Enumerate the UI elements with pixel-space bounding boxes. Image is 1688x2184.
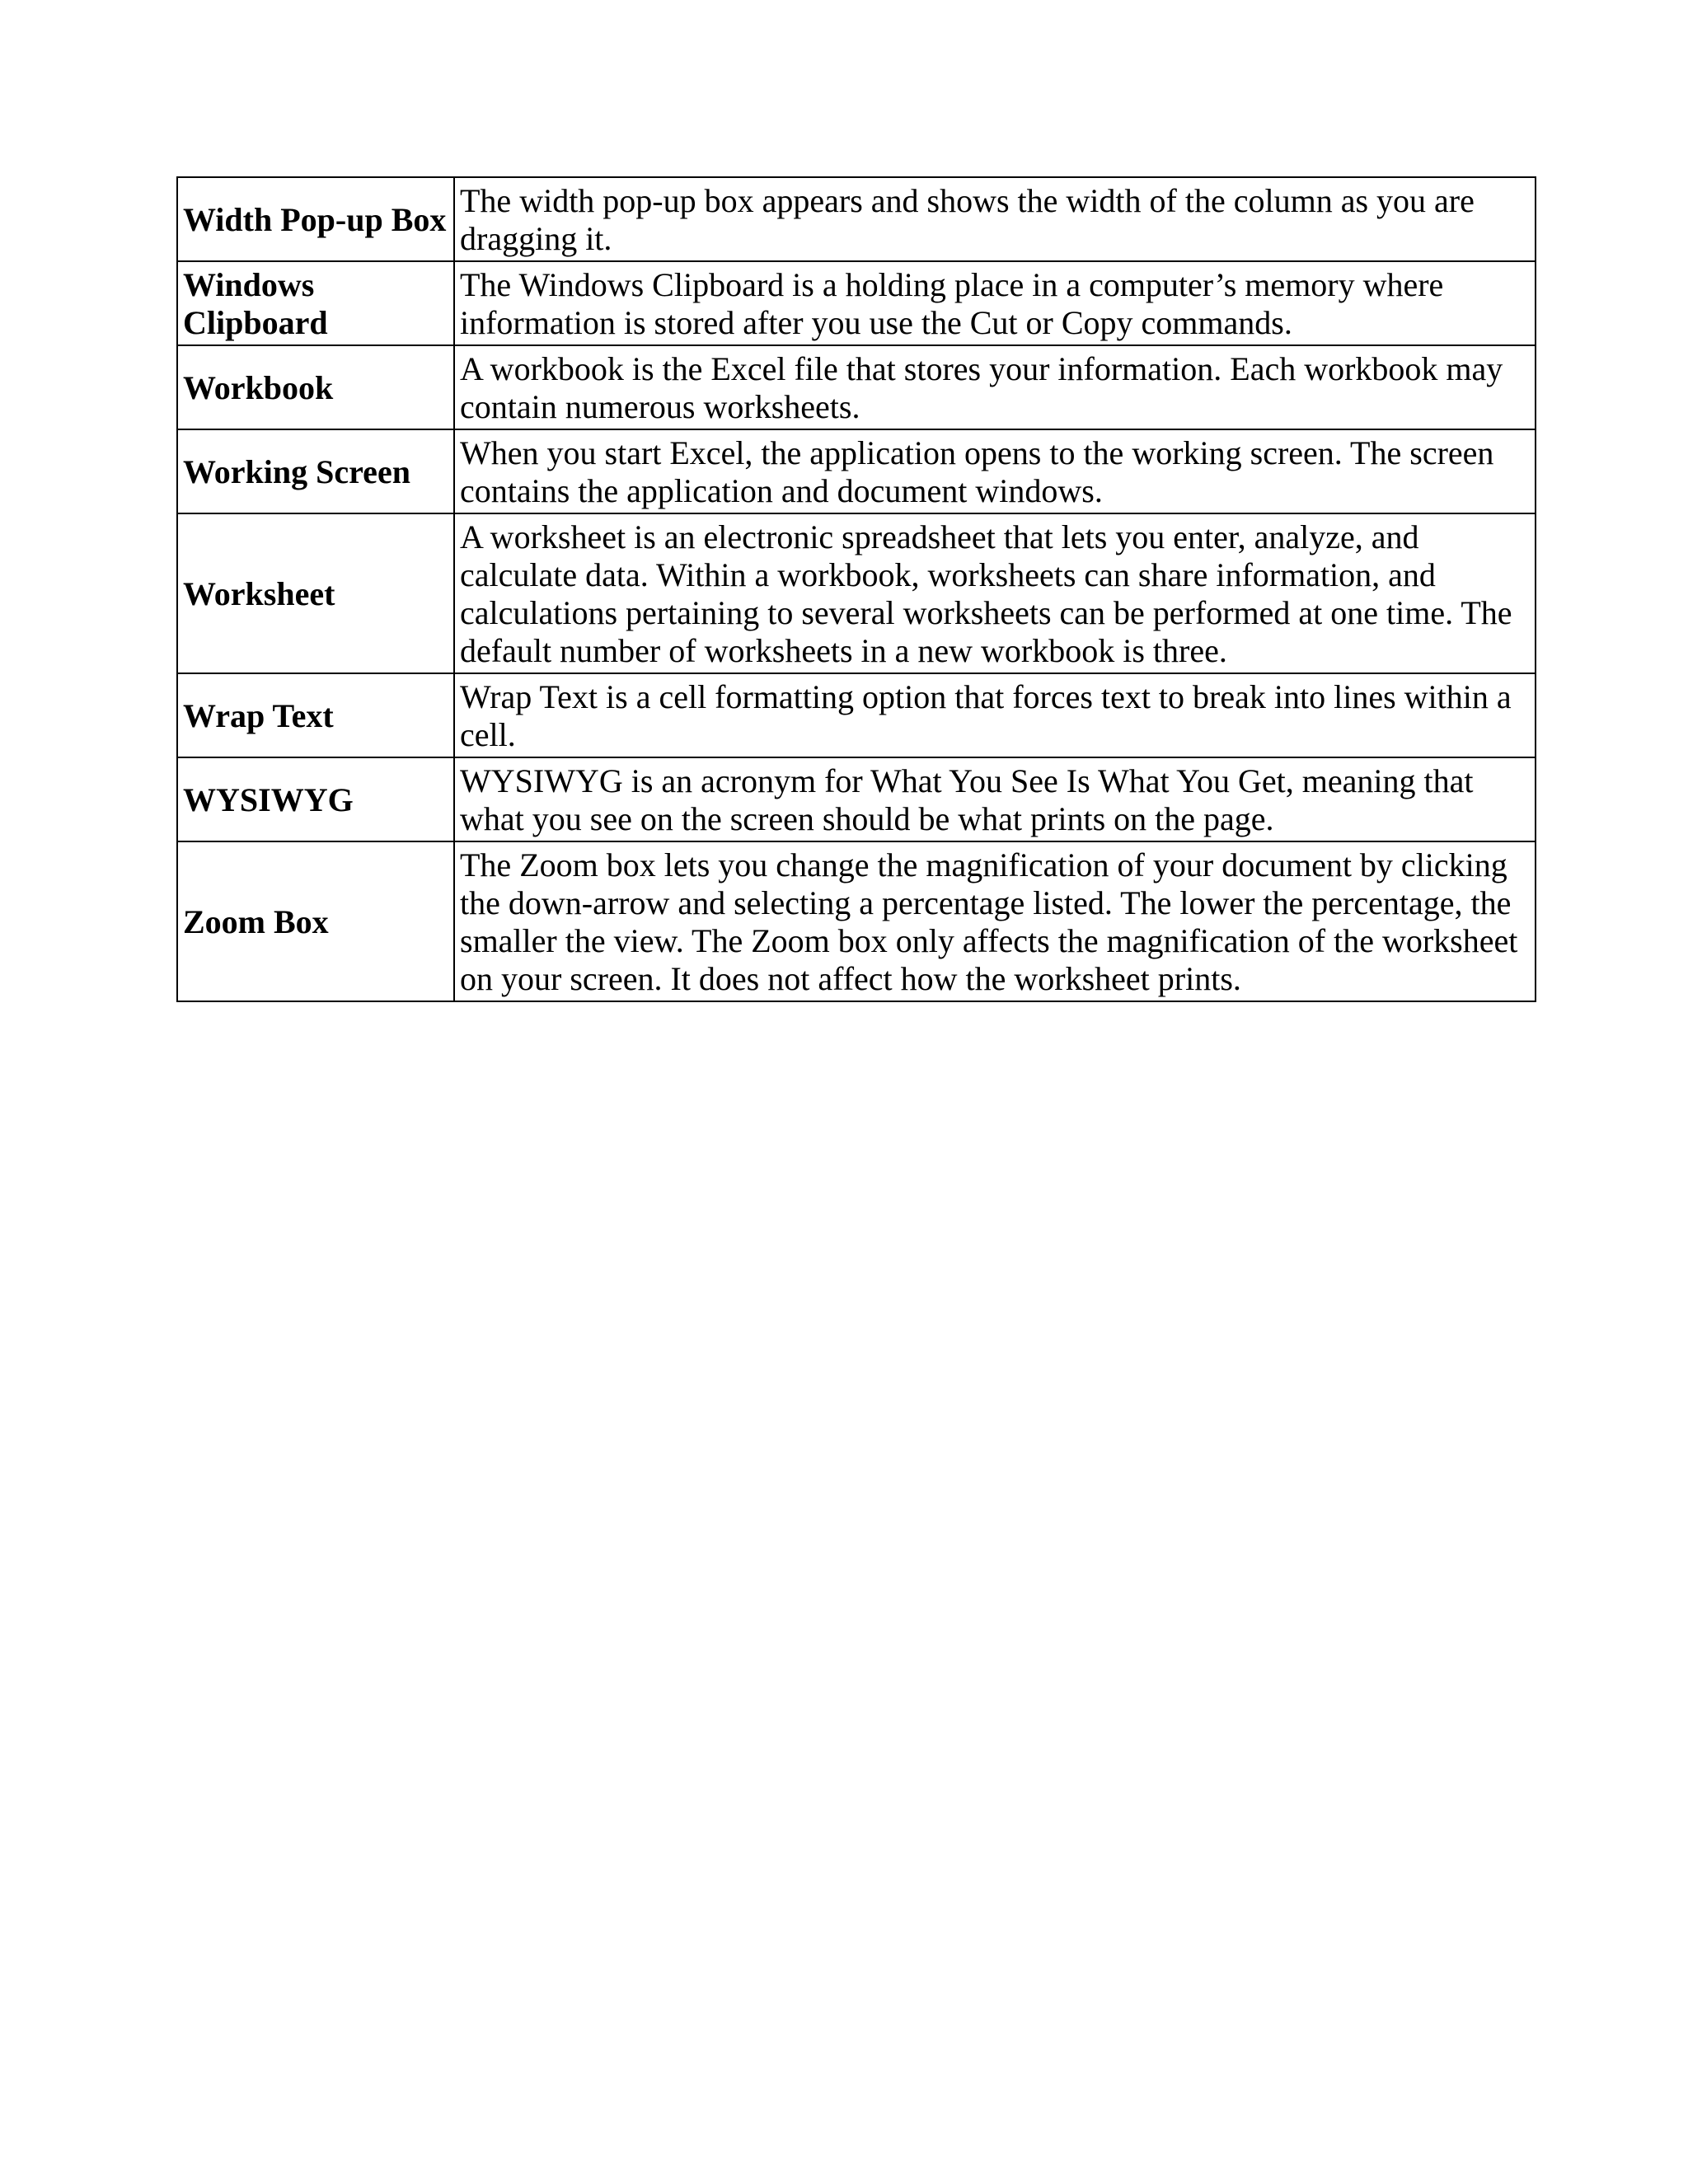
term-cell: Worksheet bbox=[177, 513, 454, 673]
definition-cell: The Windows Clipboard is a holding place in a computer’s memory where information is stored after you use the Cut or Copy commands. bbox=[454, 261, 1536, 345]
glossary-row bbox=[177, 345, 1536, 429]
definition-cell: When you start Excel, the application opens to the working screen. The screen contains the application and document windows. bbox=[454, 429, 1536, 513]
term-cell: Wrap Text bbox=[177, 673, 454, 757]
definition-cell: A worksheet is an electronic spreadsheet that lets you enter, analyze, and calculate data. Within a workbook, worksheets can share information, and calculations pertaining to several worksheets can be performed at one time. The default number of worksheets in a new workbook is three. bbox=[454, 513, 1536, 673]
definition-cell: WYSIWYG is an acronym for What You See Is What You Get, meaning that what you see on the screen should be what prints on the page. bbox=[454, 757, 1536, 841]
definition-cell: A workbook is the Excel file that stores your information. Each workbook may contain numerous worksheets. bbox=[454, 345, 1536, 429]
glossary-row bbox=[177, 429, 1536, 513]
glossary-row bbox=[177, 673, 1536, 757]
glossary-row bbox=[177, 261, 1536, 345]
glossary-table bbox=[176, 176, 1536, 1002]
term-cell: Working Screen bbox=[177, 429, 454, 513]
term-cell: Windows Clipboard bbox=[177, 261, 454, 345]
term-cell: WYSIWYG bbox=[177, 757, 454, 841]
definition-cell: The Zoom box lets you change the magnification of your document by clicking the down-arrow and selecting a percentage listed. The lower the percentage, the smaller the view. The Zoom box only affects the magnification of the worksheet on your screen. It does not affect how the worksheet prints. bbox=[454, 841, 1536, 1001]
glossary-row bbox=[177, 513, 1536, 673]
term-cell: Zoom Box bbox=[177, 841, 454, 1001]
glossary-row bbox=[177, 177, 1536, 261]
definition-cell: Wrap Text is a cell formatting option that forces text to break into lines within a cell. bbox=[454, 673, 1536, 757]
glossary-row bbox=[177, 841, 1536, 1001]
glossary-row bbox=[177, 757, 1536, 841]
term-cell: Workbook bbox=[177, 345, 454, 429]
term-cell: Width Pop-up Box bbox=[177, 177, 454, 261]
definition-cell: The width pop-up box appears and shows the width of the column as you are dragging it. bbox=[454, 177, 1536, 261]
